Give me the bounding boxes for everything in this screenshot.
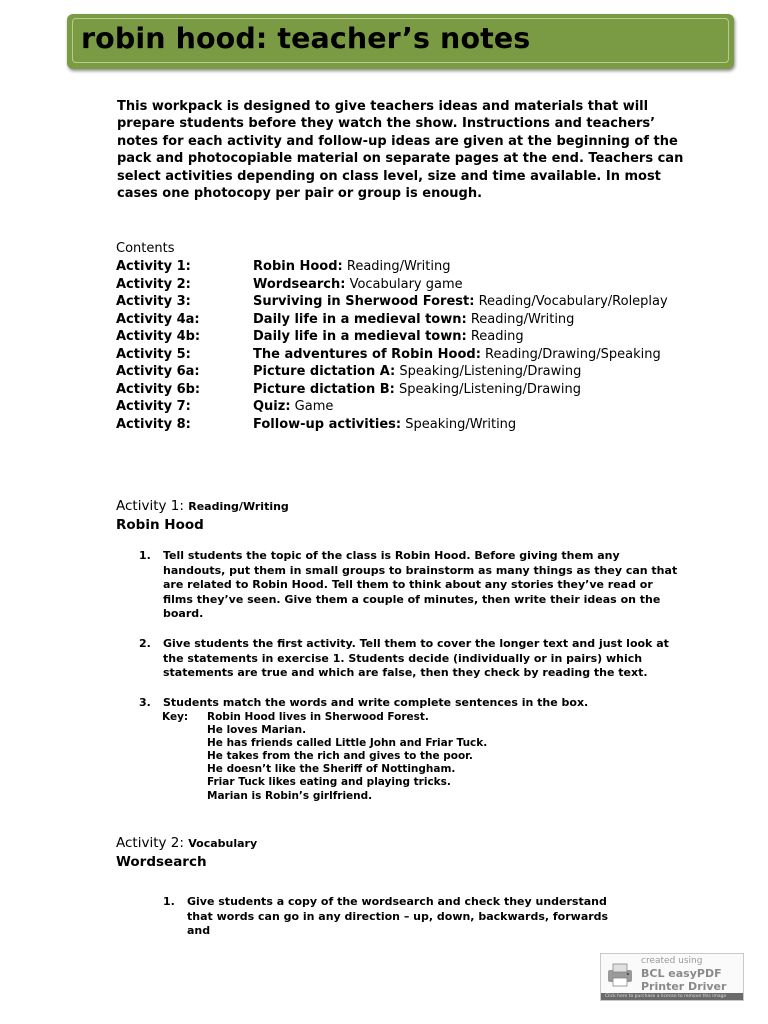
page-title: robin hood: teacher’s notes (81, 22, 531, 55)
key-line: He takes from the rich and gives to the poor. (207, 750, 473, 763)
step-text: Give students the first activity. Tell them to cover the longer text and just look at the statements in exercise 1. Students decide (individually or in pairs) which statements are true and which are false, then they check by reading the text. (163, 636, 669, 680)
contents-item-activity: Activity 1: (116, 259, 191, 274)
contents-list (116, 258, 706, 433)
watermark-line-2: BCL easyPDF (641, 967, 722, 980)
key-line: Friar Tuck likes eating and playing tricks. (207, 776, 451, 789)
list-item (139, 637, 679, 681)
contents-item-activity: Activity 6b: (116, 381, 201, 397)
step-number: 1. (163, 895, 175, 908)
contents-item-type: Game (294, 399, 334, 414)
activity-1-steps (139, 549, 679, 725)
contents-item-type: Reading/Vocabulary/Roleplay (478, 294, 668, 309)
contents-item-type: Reading/Drawing/Speaking (485, 346, 661, 362)
contents-item-activity: Activity 3: (116, 294, 191, 309)
contents-item-title: The adventures of Robin Hood: (253, 346, 481, 362)
contents-item-type: Reading/Writing (346, 259, 451, 274)
contents-item-title: Daily life in a medieval town: (253, 311, 467, 327)
contents-item-type: Vocabulary game (349, 276, 463, 292)
step-text: Students match the words and write complete sentences in the box. (163, 695, 589, 709)
contents-item-type: Speaking/Listening/Drawing (399, 364, 582, 379)
contents-item (116, 346, 706, 364)
list-item (163, 895, 633, 939)
pdf-watermark[interactable] (600, 953, 744, 1001)
contents-item-title: Follow-up activities: (253, 416, 402, 432)
watermark-line-1: created using (641, 956, 703, 966)
key-line: He doesn’t like the Sheriff of Nottingham. (207, 763, 456, 776)
contents-item (116, 311, 706, 329)
contents-item-title: Daily life in a medieval town: (253, 329, 467, 344)
step-text: Give students a copy of the wordsearch and check they understand that words can go in any direction – up, down, backwards, forwards and (187, 895, 609, 938)
key-line: Marian is Robin’s girlfriend. (207, 789, 373, 802)
contents-item (116, 276, 706, 294)
watermark-purchase-link[interactable]: Click here to purchase a license to remove this image (601, 993, 743, 1000)
contents-item-activity: Activity 4b: (116, 329, 201, 344)
step-number: 1. (139, 549, 151, 562)
contents-item (116, 258, 706, 276)
activity-2-heading (116, 834, 257, 871)
intro-paragraph: This workpack is designed to give teachers ideas and materials that will prepare students before they watch the show. Instructions and teachers’ notes for each activity and follow-up ideas are given at the beginning of the pack and photocopiable material on separate pages at the end. Teachers can select activities depending on class level, size and time available. In most cases one photocopy per pair or group is enough. (117, 99, 684, 202)
key-label: Key: (162, 711, 189, 723)
activity-1-subtitle: Robin Hood (116, 517, 204, 533)
contents-item (116, 416, 706, 434)
contents-item (116, 398, 706, 416)
contents-item-title: Robin Hood: (253, 259, 343, 274)
contents-item-title: Quiz: (253, 399, 291, 414)
contents-item-title: Surviving in Sherwood Forest: (253, 294, 475, 309)
list-item (139, 696, 679, 711)
contents-item-title: Picture dictation B: (253, 381, 395, 397)
activity-1-type: Reading/Writing (188, 500, 289, 513)
list-item (139, 549, 679, 622)
step-number: 2. (139, 636, 151, 650)
contents-item (116, 293, 706, 311)
contents-item (116, 328, 706, 346)
contents-item-type: Reading (470, 329, 524, 344)
printer-icon (605, 960, 635, 988)
key-line: He has friends called Little John and Friar Tuck. (207, 737, 488, 750)
title-banner (67, 14, 734, 69)
contents-heading: Contents (116, 241, 175, 256)
key-lines (207, 711, 487, 803)
activity-2-subtitle: Wordsearch (116, 854, 207, 870)
step-number: 3. (139, 695, 151, 709)
contents-item-type: Speaking/Writing (405, 416, 517, 432)
contents-item-activity: Activity 4a: (116, 311, 200, 327)
contents-item-title: Wordsearch: (253, 276, 346, 292)
step-text: Tell students the topic of the class is Robin Hood. Before giving them any handouts, put them in small groups to brainstorm as many things as they can that are related to Robin Hood. Tell them to think about any stories they’ve read or films they’ve seen. Give them a couple of minutes, then write their ideas on the board. (163, 549, 678, 621)
contents-item-type: Speaking/Listening/Drawing (399, 381, 581, 397)
contents-item (116, 363, 706, 381)
contents-item-activity: Activity 2: (116, 276, 191, 292)
key-line: Robin Hood lives in Sherwood Forest. (207, 711, 429, 723)
contents-item-type: Reading/Writing (470, 311, 575, 327)
contents-item-activity: Activity 7: (116, 399, 191, 414)
activity-2-steps (163, 895, 633, 954)
contents-item-activity: Activity 6a: (116, 364, 200, 379)
activity-2-type: Vocabulary (188, 837, 258, 850)
contents-item-title: Picture dictation A: (253, 364, 396, 379)
contents-item-activity: Activity 5: (116, 346, 191, 362)
contents-item (116, 381, 706, 399)
key-line: He loves Marian. (207, 724, 307, 737)
activity-2-label: Activity 2: (116, 835, 184, 851)
contents-item-activity: Activity 8: (116, 416, 191, 432)
watermark-line-3: Printer Driver (641, 980, 727, 993)
activity-1-label: Activity 1: (116, 498, 184, 514)
activity-1-heading (116, 497, 289, 534)
